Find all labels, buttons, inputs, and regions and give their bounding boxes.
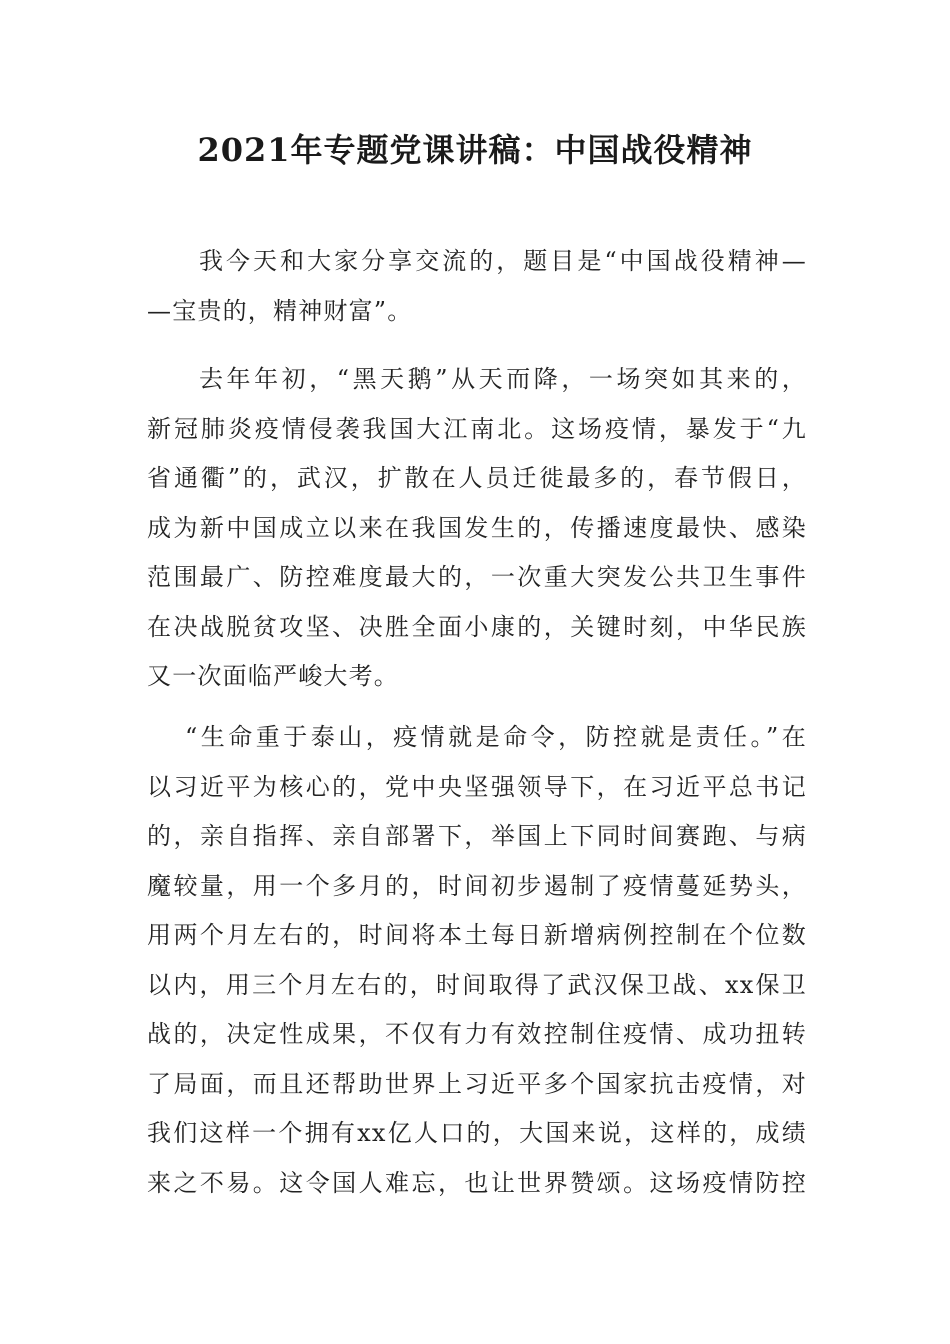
text-line: 战的，决定性成果，不仅有力有效控制住疫情、成功扭转: [147, 1020, 807, 1048]
text-line: 了局面，而且还帮助世界上习近平多个国家抗击疫情，对: [147, 1069, 807, 1098]
text-line: 以内，用三个月左右的，时间取得了武汉保卫战、xx保卫: [147, 970, 807, 999]
text-line: 又一次面临严峻大考。: [147, 662, 399, 690]
text-line: 在决战脱贫攻坚、决胜全面小康的，关键时刻，中华民族: [147, 612, 807, 641]
paragraph-3: [147, 713, 807, 1208]
text-line: 我今天和大家分享交流的，题目是“中国战役精神—: [199, 247, 807, 275]
text-line: 用两个月左右的，时间将本土每日新增病例控制在个位数: [147, 921, 807, 949]
text-line: 范围最广、防控难度最大的，一次重大突发公共卫生事件: [147, 563, 807, 591]
paragraph-2: [147, 355, 807, 702]
text-line: “生命重于泰山，疫情就是命令，防控就是责任。”在: [185, 723, 807, 751]
document-title: 2021年专题党课讲稿：中国战役精神: [197, 131, 753, 169]
text-line: 省通衢”的，武汉，扩散在人员迁徙最多的，春节假日，: [147, 464, 807, 492]
text-line: —宝贵的，精神财富”。: [147, 296, 413, 325]
text-line: 成为新中国成立以来在我国发生的，传播速度最快、感染: [147, 513, 807, 542]
text-line: 来之不易。这令国人难忘，也让世界赞颂。这场疫情防控: [147, 1168, 807, 1197]
text-line: 魔较量，用一个多月的，时间初步遏制了疫情蔓延势头，: [147, 871, 807, 900]
text-line: 新冠肺炎疫情侵袭我国大江南北。这场疫情，暴发于“九: [147, 414, 807, 443]
text-line: 我们这样一个拥有xx亿人口的，大国来说，这样的，成绩: [147, 1119, 807, 1147]
text-line: 去年年初，“黑天鹅”从天而降，一场突如其来的，: [199, 365, 807, 393]
text-line: 的，亲自指挥、亲自部署下，举国上下同时间赛跑、与病: [147, 822, 807, 850]
text-line: 以习近平为核心的，党中央坚强领导下，在习近平总书记: [147, 772, 807, 801]
paragraph-1: [147, 237, 807, 336]
